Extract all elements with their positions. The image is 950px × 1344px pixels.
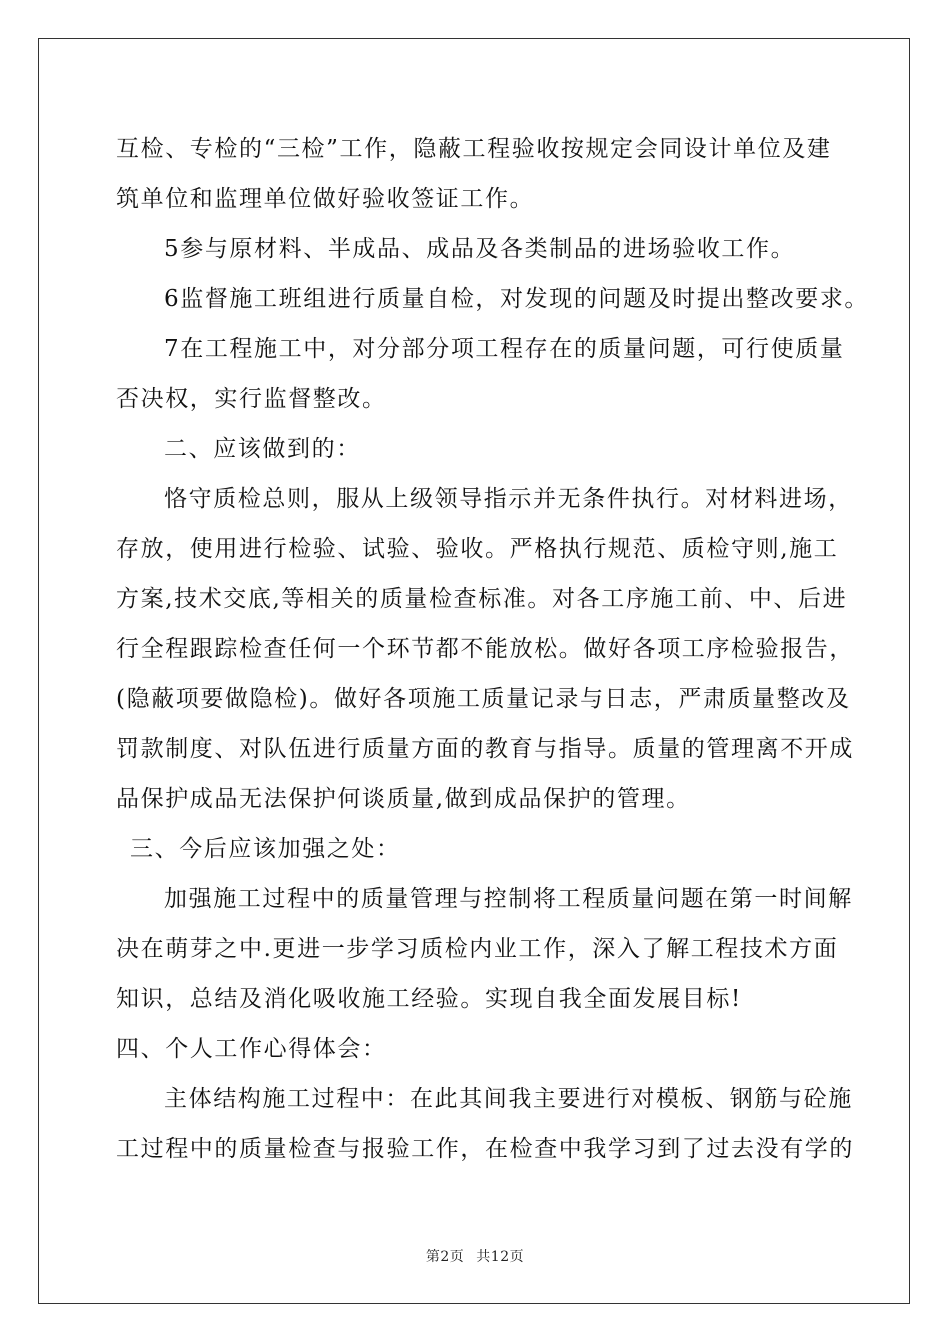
text-line: 恪守质检总则，服从上级领导指示并无条件执行。对材料进场， [164, 486, 853, 512]
text-line: 知识，总结及消化吸收施工经验。实现自我全面发展目标! [116, 986, 742, 1012]
page-number: 第2页 [425, 1249, 465, 1265]
text-line: 互检、专检的“三检”工作，隐蔽工程验收按规定会同设计单位及建 [116, 136, 832, 162]
text-line: 行全程跟踪检查任何一个环节都不能放松。做好各项工序检验报告， [116, 636, 854, 662]
page-total: 共12页 [476, 1249, 525, 1265]
text-line: 筑单位和监理单位做好验收签证工作。 [116, 186, 535, 212]
text-line: 加强施工过程中的质量管理与控制将工程质量问题在第一时间解 [164, 886, 853, 912]
text-line: 5参与原材料、半成品、成品及各类制品的进场验收工作。 [164, 236, 796, 262]
page-border [38, 38, 910, 1304]
text-line: 主体结构施工过程中：在此其间我主要进行对模板、钢筋与砼施 [164, 1086, 853, 1112]
page-footer [0, 1248, 950, 1266]
text-line: 罚款制度、对队伍进行质量方面的教育与指导。质量的管理离不开成 [116, 736, 854, 762]
text-line: 决在萌芽之中.更进一步学习质检内业工作，深入了解工程技术方面 [116, 936, 839, 962]
section-heading: 三、今后应该加强之处： [130, 836, 401, 862]
text-line: 存放，使用进行检验、试验、验收。严格执行规范、质检守则,施工 [116, 536, 839, 562]
text-line: 7在工程施工中，对分部分项工程存在的质量问题，可行使质量 [164, 336, 845, 362]
text-line: 工过程中的质量检查与报验工作，在检查中我学习到了过去没有学的 [116, 1136, 854, 1162]
text-line: 否决权，实行监督整改。 [116, 386, 387, 412]
text-line: 6监督施工班组进行质量自检，对发现的问题及时提出整改要求。 [164, 286, 870, 312]
section-heading: 四、个人工作心得体会： [116, 1036, 387, 1062]
text-line: 方案,技术交底,等相关的质量检查标准。对各工序施工前、中、后进 [116, 586, 848, 612]
section-heading: 二、应该做到的： [164, 436, 361, 462]
text-line: (隐蔽项要做隐检)。做好各项施工质量记录与日志，严肃质量整改及 [116, 686, 851, 712]
text-line: 品保护成品无法保护何谈质量,做到成品保护的管理。 [116, 786, 691, 812]
